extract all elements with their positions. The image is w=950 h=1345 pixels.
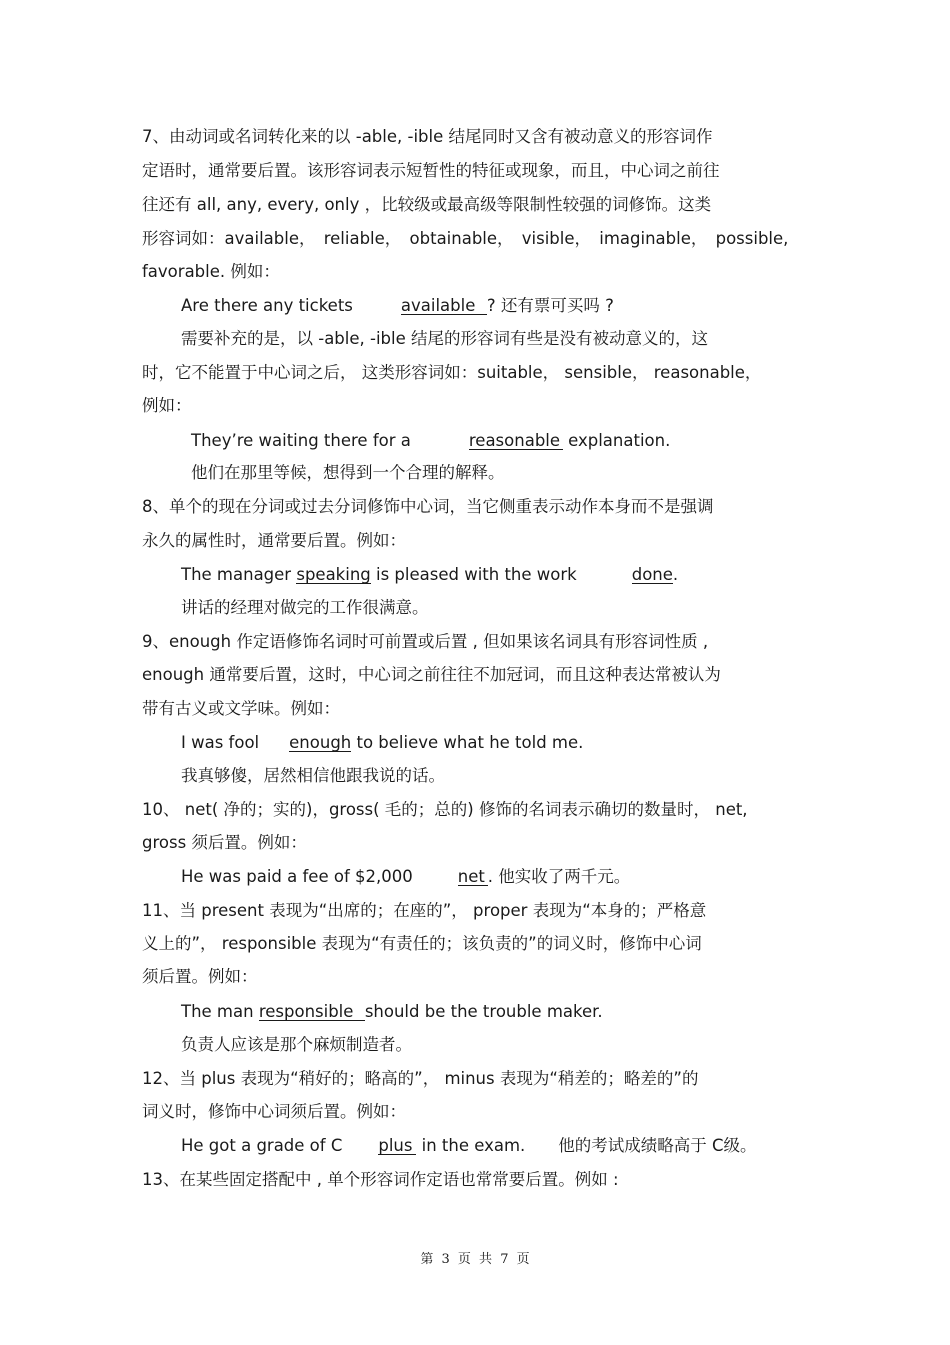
example-text: in the exam. [416,1136,526,1155]
underlined-word: responsible [259,1003,365,1021]
underlined-word: reasonable [469,432,563,450]
para-13-line-1: 13、在某些固定搭配中 , 单个形容词作定语也常常要后置。例如 : [142,1170,619,1189]
para-7-supplement-line-1: 需要补充的是，以 -able, -ible 结尾的形容词有些是没有被动意义的，这 [181,329,709,348]
example-text: should be the trouble maker. [364,1002,603,1021]
example-sentence-5 [181,867,630,887]
example-text: The manager [181,565,297,584]
example-text: ? 还有票可买吗 ? [486,296,614,315]
para-9-line-1: 9、enough 作定语修饰名词时可前置或后置 , 但如果该名词具有形容词性质 , [142,632,709,651]
para-7-line-3: 往还有 all, any, every, only ，比较级或最高级等限制性较强的词修饰。这类 [142,195,712,214]
underlined-word: done [631,565,673,584]
underlined-word: speaking [296,565,371,584]
underlined-word: enough [289,733,352,752]
example-text: . 他实收了两千元。 [487,867,631,886]
para-7-supplement-line-3: 例如： [142,396,192,415]
example-translation-4: 我真够傻，居然相信他跟我说的话。 [181,766,445,785]
example-text: to believe what he told me. [351,733,584,752]
example-sentence-1 [181,296,614,316]
example-text: is pleased with the work [370,565,577,584]
para-8-line-2: 永久的属性时，通常要后置。例如： [142,531,406,550]
example-sentence-7 [181,1136,757,1156]
underlined-word: available [401,297,487,315]
para-12-line-1: 12、当 plus 表现为“稍好的；略高的”， minus 表现为“稍差的；略差的”的 [142,1069,699,1088]
para-7-line-2: 定语时，通常要后置。该形容词表示短暂性的特征或现象，而且，中心词之前往 [142,161,720,180]
example-translation: 他的考试成绩略高于 C级。 [558,1136,757,1155]
example-sentence-4 [181,733,583,753]
example-sentence-2 [191,431,670,451]
para-7-line-1: 7、由动词或名词转化来的以 -able, -ible 结尾同时又含有被动意义的形容词作 [142,127,713,146]
example-sentence-6 [181,1002,603,1022]
example-text: He was paid a fee of $2,000 [181,867,413,886]
example-text: Are there any tickets [181,296,353,315]
example-text: I was fool [181,733,260,752]
example-translation-2: 他们在那里等候，想得到一个合理的解释。 [191,463,505,482]
para-9-line-2: enough 通常要后置，这时，中心词之前往往不加冠词，而且这种表达常被认为 [142,665,721,684]
example-text: He got a grade of C [181,1136,343,1155]
example-text: explanation. [562,431,671,450]
para-11-line-3: 须后置。例如： [142,967,258,986]
example-translation-3: 讲话的经理对做完的工作很满意。 [181,598,429,617]
example-sentence-3 [181,565,678,585]
para-7-line-5: favorable. 例如： [142,262,280,281]
para-9-line-3: 带有古义或文学味。例如： [142,699,340,718]
para-7-line-4: 形容词如：available， reliable， obtainable， visible， imaginable， possible, [142,229,789,248]
para-11-line-2: 义上的”， responsible 表现为“有责任的；该负责的”的词义时，修饰中心词 [142,934,702,953]
para-10-line-2: gross 须后置。例如： [142,833,307,852]
para-8-line-1: 8、单个的现在分词或过去分词修饰中心词，当它侧重表示动作本身而不是强调 [142,497,714,516]
para-10-line-1: 10、 net( 净的；实的)，gross( 毛的；总的) 修饰的名词表示确切的数量时， net, [142,800,748,819]
underlined-word: net [458,868,488,886]
example-text: The man [181,1002,259,1021]
para-12-line-2: 词义时，修饰中心词须后置。例如： [142,1102,406,1121]
para-7-supplement-line-2: 时，它不能置于中心词之后， 这类形容词如：suitable， sensible， reasonable， [142,363,762,382]
example-text: They’re waiting there for a [191,431,411,450]
page-number-footer: 第 3 页 共 7 页 [420,1252,530,1267]
underlined-word: plus [378,1137,416,1155]
example-translation-6: 负责人应该是那个麻烦制造者。 [181,1035,412,1054]
para-11-line-1: 11、当 present 表现为“出席的；在座的”， proper 表现为“本身的；严格意 [142,901,707,920]
example-text: . [672,565,679,584]
